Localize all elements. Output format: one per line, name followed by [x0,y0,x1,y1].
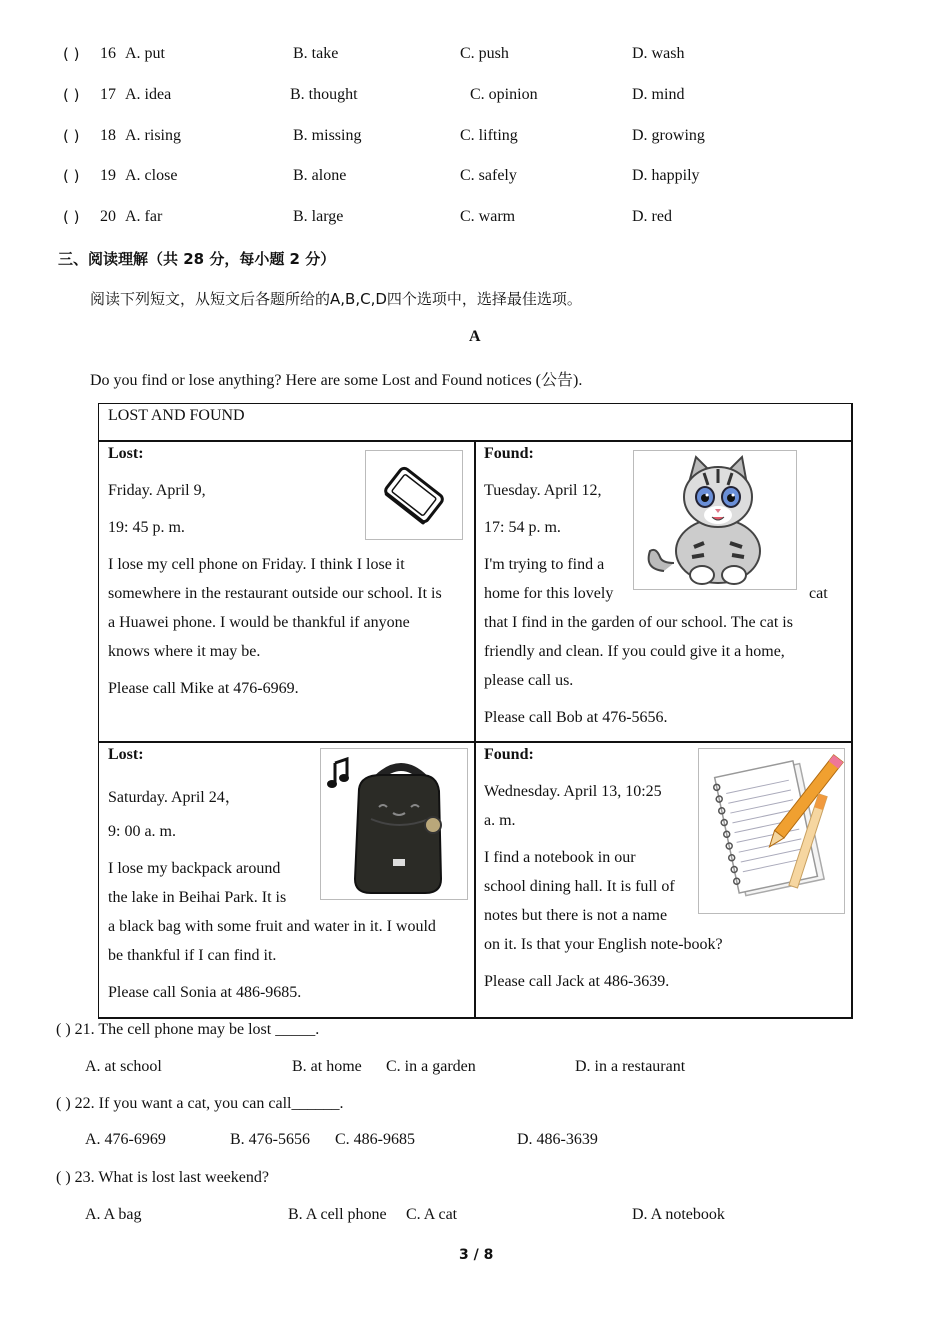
cat-image [633,450,797,590]
answer-blank[interactable]: ( ) [63,127,80,145]
option-a[interactable]: A. 476-6969 [85,1131,166,1148]
option-c: C. push [460,45,509,62]
question-number: 18 [100,127,116,144]
option-c[interactable]: C. A cat [406,1206,458,1223]
option-a: A. close [125,167,178,184]
option-b[interactable]: B. A cell phone [288,1206,387,1223]
notice-line: I lose my cell phone on Friday. I think I lose it [108,556,405,573]
option-c: C. safely [460,167,517,184]
option-a: A. rising [125,127,181,144]
option-d[interactable]: D. 486-3639 [517,1131,598,1148]
notice-label: Lost: [108,746,144,763]
notice-date: Friday. April 9, [108,482,206,499]
option-d: D. mind [632,86,685,103]
option-c[interactable]: C. in a garden [386,1058,476,1075]
passage-label: A [469,328,481,345]
question-number: 16 [100,45,116,62]
notice-label: Found: [484,445,534,462]
notice-line: school dining hall. It is full of [484,878,675,895]
table-title: LOST AND FOUND [108,407,245,424]
option-b[interactable]: B. at home [292,1058,362,1075]
notice-date: Tuesday. April 12, [484,482,602,499]
notice-line: I find a notebook in our [484,849,636,866]
phone-image [365,450,463,540]
option-b: B. take [293,45,339,62]
answer-blank[interactable]: ( ) [63,45,80,63]
backpack-icon [321,749,467,899]
notice-time: 19: 45 p. m. [108,519,185,536]
cell-phone-icon [366,451,462,539]
option-d: D. wash [632,45,685,62]
option-d: D. happily [632,167,700,184]
notice-call: Please call Mike at 476-6969. [108,680,299,697]
notice-line: somewhere in the restaurant outside our school. It is [108,585,442,602]
option-b: B. alone [293,167,347,184]
question-number: 19 [100,167,116,184]
option-d[interactable]: D. in a restaurant [575,1058,686,1075]
notice-line: knows where it may be. [108,643,261,660]
notebook-image [698,748,845,914]
notice-line: a black bag with some fruit and water in it. I would [108,918,436,935]
option-b[interactable]: B. 476-5656 [230,1131,310,1148]
notice-time: 9: 00 a. m. [108,823,176,840]
option-c: C. warm [460,208,516,225]
notice-line: be thankful if I can find it. [108,947,277,964]
notice-line-end: cat [809,585,828,602]
notice-line: the lake in Beihai Park. It is [108,889,287,906]
option-d[interactable]: D. A notebook [632,1206,725,1223]
notice-time: a. m. [484,812,516,829]
option-a: A. put [125,45,165,62]
option-c[interactable]: C. 486-9685 [335,1131,415,1148]
question-number: 17 [100,86,116,103]
notice-date: Saturday. April 24， [108,789,241,806]
notice-call: Please call Sonia at 486-9685. [108,984,302,1001]
notice-line: I'm trying to find a [484,556,605,573]
option-d: D. red [632,208,672,225]
backpack-image [320,748,468,900]
notice-call: Please call Bob at 476-5656. [484,709,668,726]
notice-label: Lost: [108,445,144,462]
notice-line: I lose my backpack around [108,860,281,877]
notice-line: please call us. [484,672,574,689]
notice-label: Found: [484,746,534,763]
question-stem: ( ) 22. If you want a cat, you can call______. [56,1095,344,1112]
notice-line: a Huawei phone. I would be thankful if anyone [108,614,410,631]
option-a[interactable]: A. at school [85,1058,162,1075]
notice-call: Please call Jack at 486-3639. [484,973,670,990]
page-number: 3 / 8 [459,1247,494,1263]
answer-blank[interactable]: ( ) [63,208,80,226]
option-c: C. opinion [470,86,538,103]
cat-icon [634,451,796,589]
passage-intro: Do you find or lose anything? Here are some Lost and Found notices (公告). [90,372,583,389]
option-b: B. missing [293,127,362,144]
section-heading: 三、阅读理解（共 28 分，每小题 2 分） [58,250,336,268]
option-a: A. idea [125,86,172,103]
answer-blank[interactable]: ( ) [63,167,80,185]
question-stem: ( ) 21. The cell phone may be lost _____. [56,1021,320,1038]
option-b: B. large [293,208,344,225]
option-a: A. far [125,208,163,225]
question-number: 20 [100,208,116,225]
option-a[interactable]: A. A bag [85,1206,142,1223]
option-b: B. thought [290,86,358,103]
notice-line: that I find in the garden of our school. The cat is [484,614,793,631]
notice-line: home for this lovely [484,585,614,602]
question-stem: ( ) 23. What is lost last weekend? [56,1169,269,1186]
notice-line: on it. Is that your English note-book? [484,936,723,953]
notice-line: notes but there is not a name [484,907,668,924]
notebook-icon [699,749,844,913]
option-c: C. lifting [460,127,518,144]
notice-time: 17: 54 p. m. [484,519,561,536]
section-instruction: 阅读下列短文，从短文后各题所给的A,B,C,D四个选项中，选择最佳选项。 [90,290,582,308]
notice-date: Wednesday. April 13, 10:25 [484,783,662,800]
notice-line: friendly and clean. If you could give it a home, [484,643,785,660]
option-d: D. growing [632,127,705,144]
answer-blank[interactable]: ( ) [63,86,80,104]
